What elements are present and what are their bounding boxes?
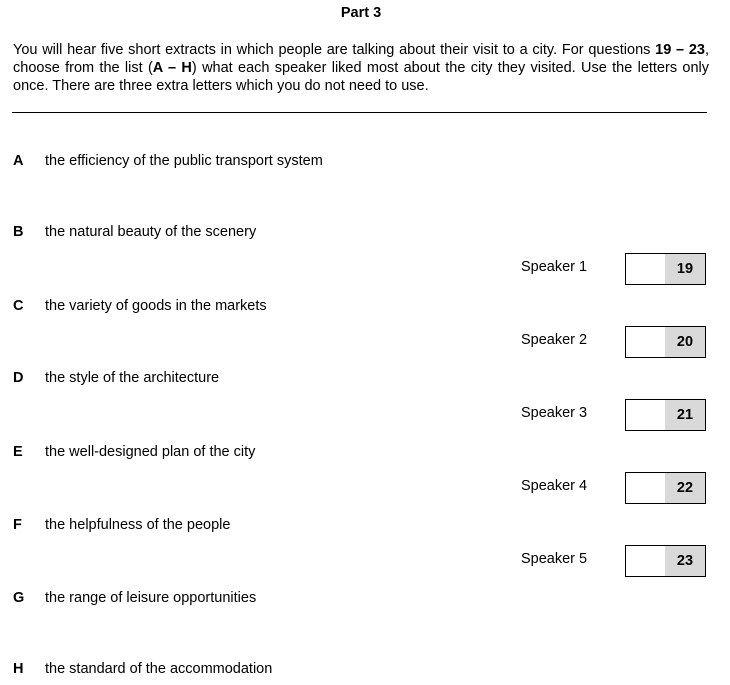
option-letter: A <box>13 153 24 169</box>
speaker-label: Speaker 4 <box>521 478 588 494</box>
question-number: 23 <box>665 546 705 576</box>
answer-box <box>625 326 706 358</box>
question-number: 22 <box>665 473 705 503</box>
option-text: the range of leisure opportunities <box>45 590 257 606</box>
speaker-label: Speaker 2 <box>521 332 588 348</box>
option-d <box>13 368 219 388</box>
instructions-text-2: , choose from the list ( <box>13 42 709 76</box>
option-letter: G <box>13 590 25 606</box>
option-e <box>13 442 255 462</box>
page-title: Part 3 <box>340 5 382 21</box>
option-f <box>13 515 230 535</box>
option-text: the standard of the accommodation <box>45 661 273 677</box>
answer-input[interactable] <box>626 327 665 357</box>
instructions-text-1: You will hear five short extracts in which people are talking about their visit to a city. For questions <box>13 42 656 58</box>
answer-input[interactable] <box>626 254 665 284</box>
option-letter: B <box>13 224 24 240</box>
option-letter: E <box>13 444 23 460</box>
option-text: the helpfulness of the people <box>45 517 231 533</box>
speaker-label: Speaker 3 <box>521 405 588 421</box>
option-g <box>13 588 256 608</box>
answer-box <box>625 545 706 577</box>
answer-box <box>625 399 706 431</box>
option-letter: H <box>13 661 24 677</box>
instructions <box>13 41 709 95</box>
speaker-label: Speaker 5 <box>521 551 588 567</box>
option-a <box>13 151 323 171</box>
option-text: the variety of goods in the markets <box>45 298 267 314</box>
answer-box <box>625 253 706 285</box>
option-text: the style of the architecture <box>45 370 220 386</box>
letter-range: A – H <box>152 60 192 76</box>
answer-box <box>625 472 706 504</box>
answer-input[interactable] <box>626 546 665 576</box>
option-b <box>13 222 256 242</box>
answer-input[interactable] <box>626 473 665 503</box>
speaker-label: Speaker 1 <box>521 259 588 275</box>
option-c <box>13 296 267 316</box>
instructions-text-3: ) what each speaker liked most about the city they visited. Use the letters only once. There are three extra letters which you do not need to use. <box>13 60 710 94</box>
question-number: 19 <box>665 254 705 284</box>
answer-input[interactable] <box>626 400 665 430</box>
option-text: the efficiency of the public transport system <box>45 153 323 169</box>
option-text: the well-designed plan of the city <box>45 444 256 460</box>
question-number: 21 <box>665 400 705 430</box>
option-letter: C <box>13 298 24 314</box>
divider <box>12 112 707 113</box>
option-letter: D <box>13 370 24 386</box>
option-letter: F <box>13 517 22 533</box>
question-number: 20 <box>665 327 705 357</box>
question-range: 19 – 23 <box>655 42 705 58</box>
option-text: the natural beauty of the scenery <box>45 224 257 240</box>
option-h <box>13 659 272 679</box>
